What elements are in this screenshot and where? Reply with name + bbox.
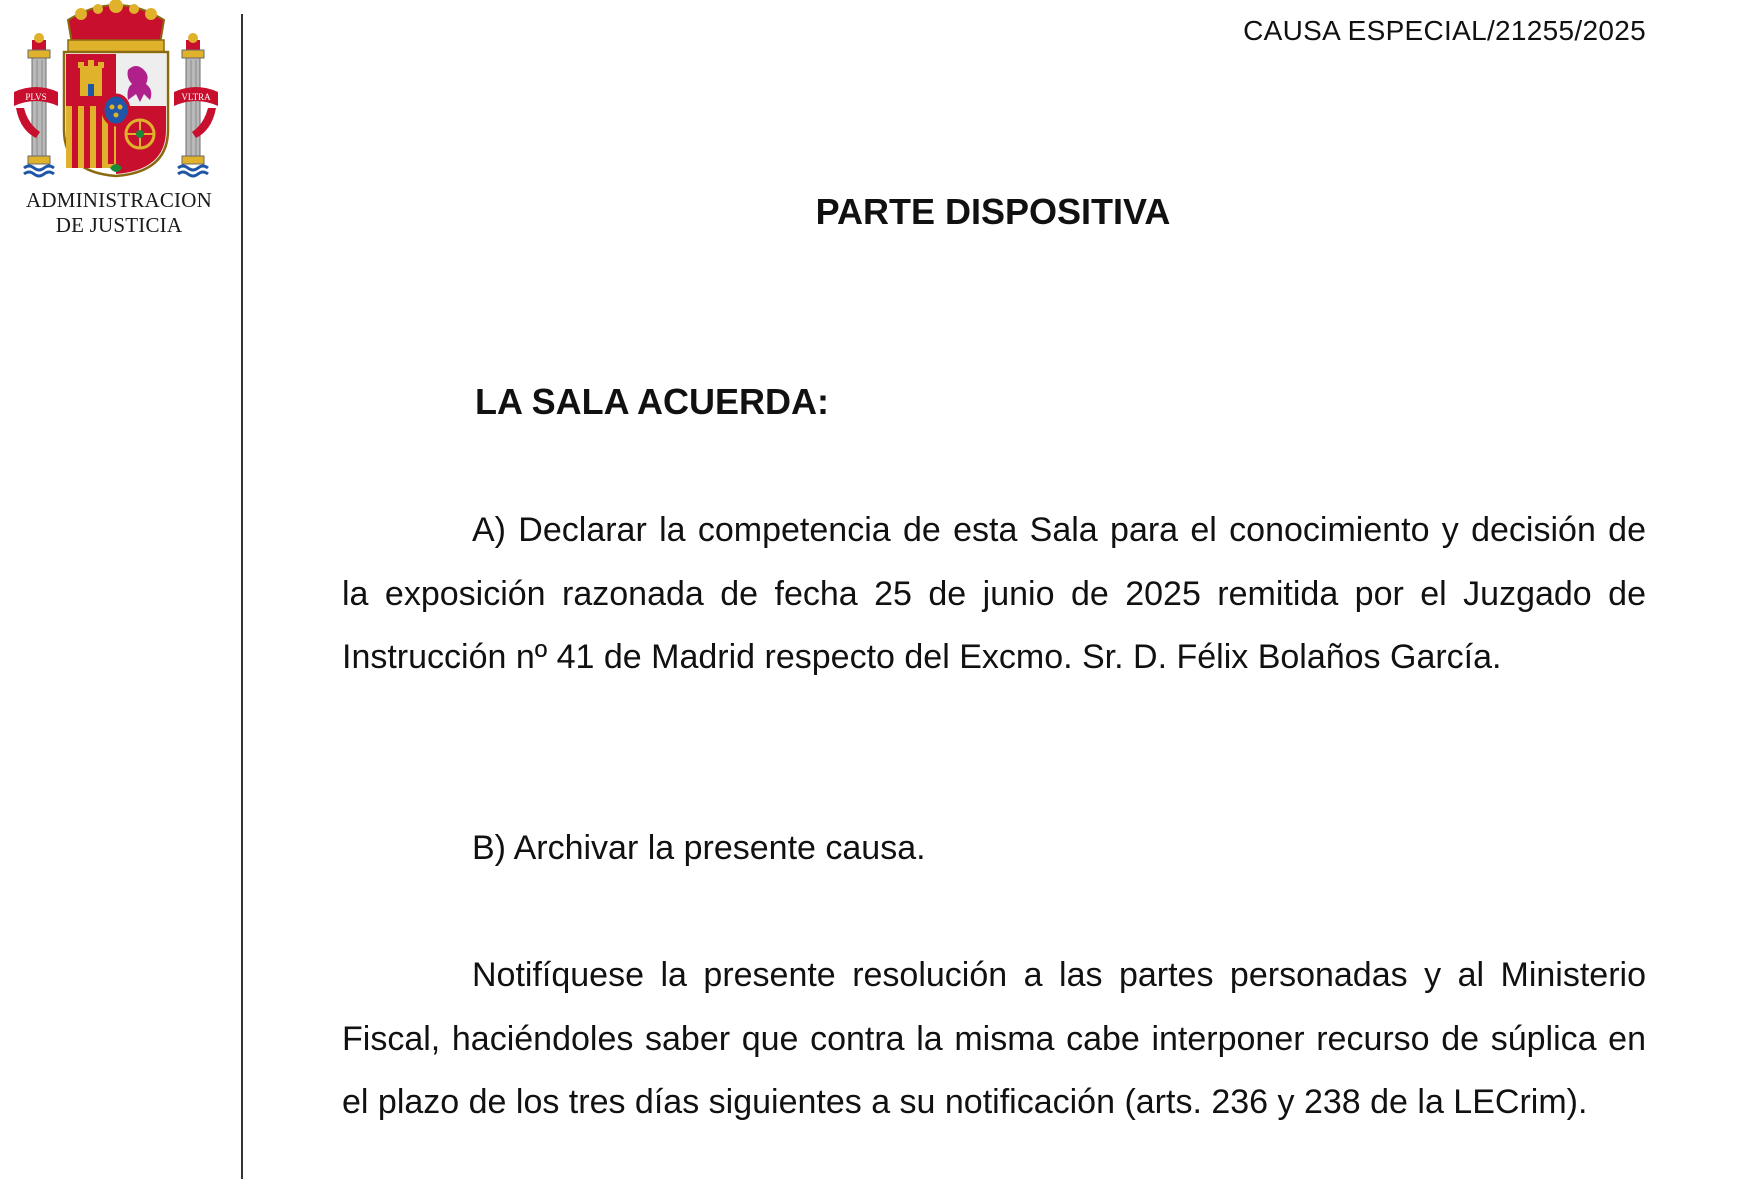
coat-of-arms-logo <box>6 0 226 245</box>
issuer-line-2: DE JUSTICIA <box>55 213 183 237</box>
paragraph-a <box>342 499 1646 690</box>
section-heading: LA SALA ACUERDA: <box>475 381 829 422</box>
margin-rule <box>241 14 243 1179</box>
motto-right: VLTRA <box>181 92 211 102</box>
paragraph-notification <box>342 944 1646 1135</box>
motto-left: PLVS <box>25 92 47 102</box>
coat-of-arms-icon <box>6 0 226 185</box>
document-title: PARTE DISPOSITIVA <box>815 191 1171 232</box>
case-number: CAUSA ESPECIAL/21255/2025 <box>1243 15 1646 46</box>
issuer-line-1: ADMINISTRACION <box>26 188 212 212</box>
issuer-name <box>6 188 232 238</box>
paragraph-a-text: A) Declarar la competencia de esta Sala para el conocimiento y decisión de la exposición razonada de fecha 25 de junio de 2025 remitida por el Juzgado de Instrucción nº 41 de Madrid respecto del Excmo. Sr. D. Félix Bolaños García. <box>342 511 1646 676</box>
paragraph-b <box>342 817 1646 881</box>
paragraph-b-text: B) Archivar la presente causa. <box>472 829 926 867</box>
paragraph-notification-text: Notifíquese la presente resolución a las partes personadas y al Ministerio Fiscal, haciéndoles saber que contra la misma cabe interponer recurso de súplica en el plazo de los tres días siguientes a su notificación (arts. 236 y 238 de la LECrim). <box>342 956 1646 1121</box>
